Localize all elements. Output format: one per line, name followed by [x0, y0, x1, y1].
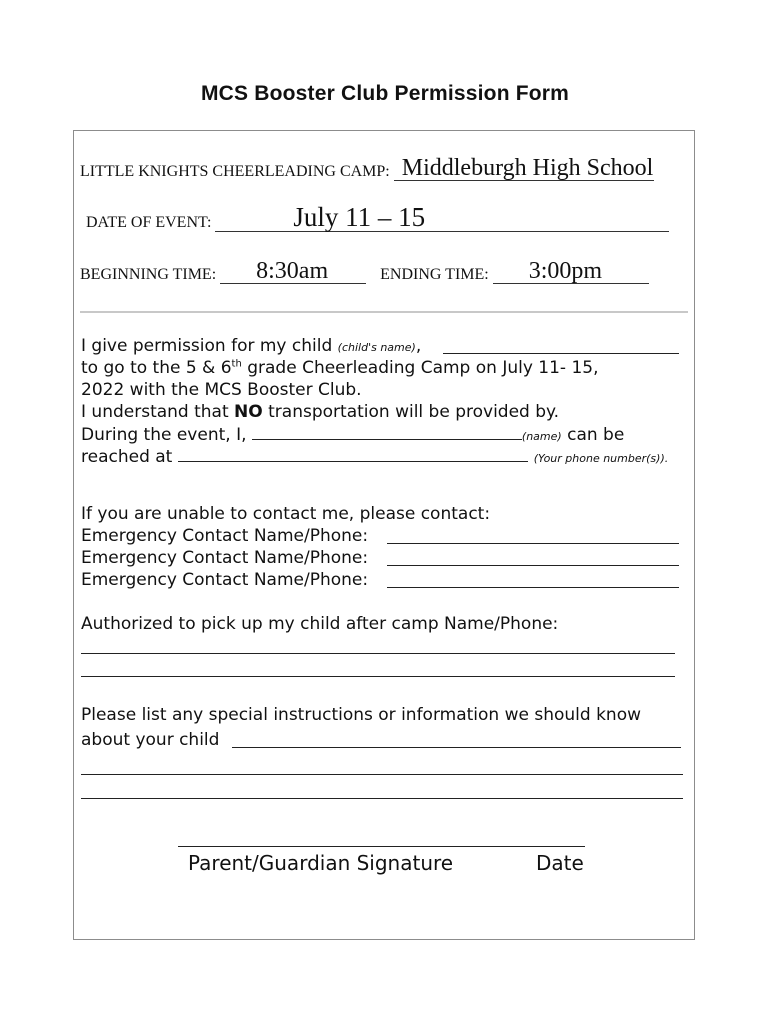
form-title: MCS Booster Club Permission Form — [200, 82, 570, 105]
instructions-blank[interactable] — [81, 798, 683, 799]
time-row — [80, 258, 649, 284]
emergency-row: Emergency Contact Name/Phone: — [81, 526, 369, 546]
begin-label: BEGINNING TIME: — [80, 266, 217, 283]
comma: , — [415, 336, 422, 356]
phone-hint: (Your phone number(s)). — [533, 452, 669, 465]
end-value: 3:00pm — [528, 258, 603, 284]
no-emphasis: NO — [234, 402, 263, 422]
permission-text: I give permission for my child — [81, 336, 338, 356]
child-name-hint: (child's name) — [337, 341, 416, 354]
end-label: ENDING TIME: — [380, 266, 489, 283]
camp-dates-text: grade Cheerleading Camp on July 11- 15, — [241, 358, 599, 378]
emergency-blank[interactable] — [387, 587, 679, 588]
emergency-intro: If you are unable to contact me, please contact: — [81, 504, 491, 524]
permission-line-3: 2022 with the MCS Booster Club. — [81, 380, 362, 400]
grade-text: to go to the 5 & 6 — [81, 358, 232, 378]
pickup-blank[interactable] — [81, 653, 675, 654]
camp-label: LITTLE KNIGHTS CHEERLEADING CAMP: — [80, 163, 390, 180]
child-name-blank[interactable] — [443, 353, 679, 354]
permission-line-4 — [81, 402, 559, 422]
permission-line-6 — [81, 446, 668, 467]
pickup-label: Authorized to pick up my child after camp Name/Phone: — [81, 614, 559, 634]
permission-line-1 — [81, 336, 421, 356]
date-label: DATE OF EVENT: — [86, 214, 212, 231]
reached-at-text: reached at — [81, 447, 178, 467]
end-field[interactable] — [493, 258, 649, 284]
parent-signature-label: Parent/Guardian Signature — [188, 851, 454, 875]
transport-text-end: transportation will be provided by. — [262, 402, 560, 422]
instructions-blank[interactable] — [232, 747, 681, 748]
can-be-text: can be — [561, 425, 625, 445]
phone-blank[interactable] — [178, 446, 528, 462]
parent-name-blank[interactable] — [252, 424, 522, 440]
permission-line-2 — [81, 358, 599, 378]
pickup-blank[interactable] — [81, 676, 675, 677]
signature-line[interactable] — [178, 846, 585, 847]
emergency-blank[interactable] — [387, 565, 679, 566]
date-row — [86, 202, 669, 232]
emergency-blank[interactable] — [387, 543, 679, 544]
date-value: July 11 – 15 — [293, 202, 426, 232]
instructions-line-2: about your child — [81, 730, 220, 750]
instructions-blank[interactable] — [81, 774, 683, 775]
instructions-line-1: Please list any special instructions or information we should know — [81, 705, 642, 725]
camp-row — [80, 155, 654, 181]
emergency-row: Emergency Contact Name/Phone: — [81, 548, 369, 568]
grade-superscript: th — [231, 358, 242, 370]
section-divider — [80, 311, 688, 313]
camp-value: Middleburgh High School — [401, 155, 654, 181]
camp-field[interactable] — [394, 155, 654, 181]
date-field[interactable] — [215, 202, 669, 232]
begin-value: 8:30am — [256, 258, 329, 284]
during-event-text: During the event, I, — [81, 425, 252, 445]
permission-line-5 — [81, 424, 624, 445]
transport-text: I understand that — [81, 402, 235, 422]
begin-field[interactable] — [220, 258, 366, 284]
emergency-row: Emergency Contact Name/Phone: — [81, 570, 369, 590]
date-signature-label: Date — [536, 851, 584, 875]
name-hint: (name) — [521, 430, 562, 443]
